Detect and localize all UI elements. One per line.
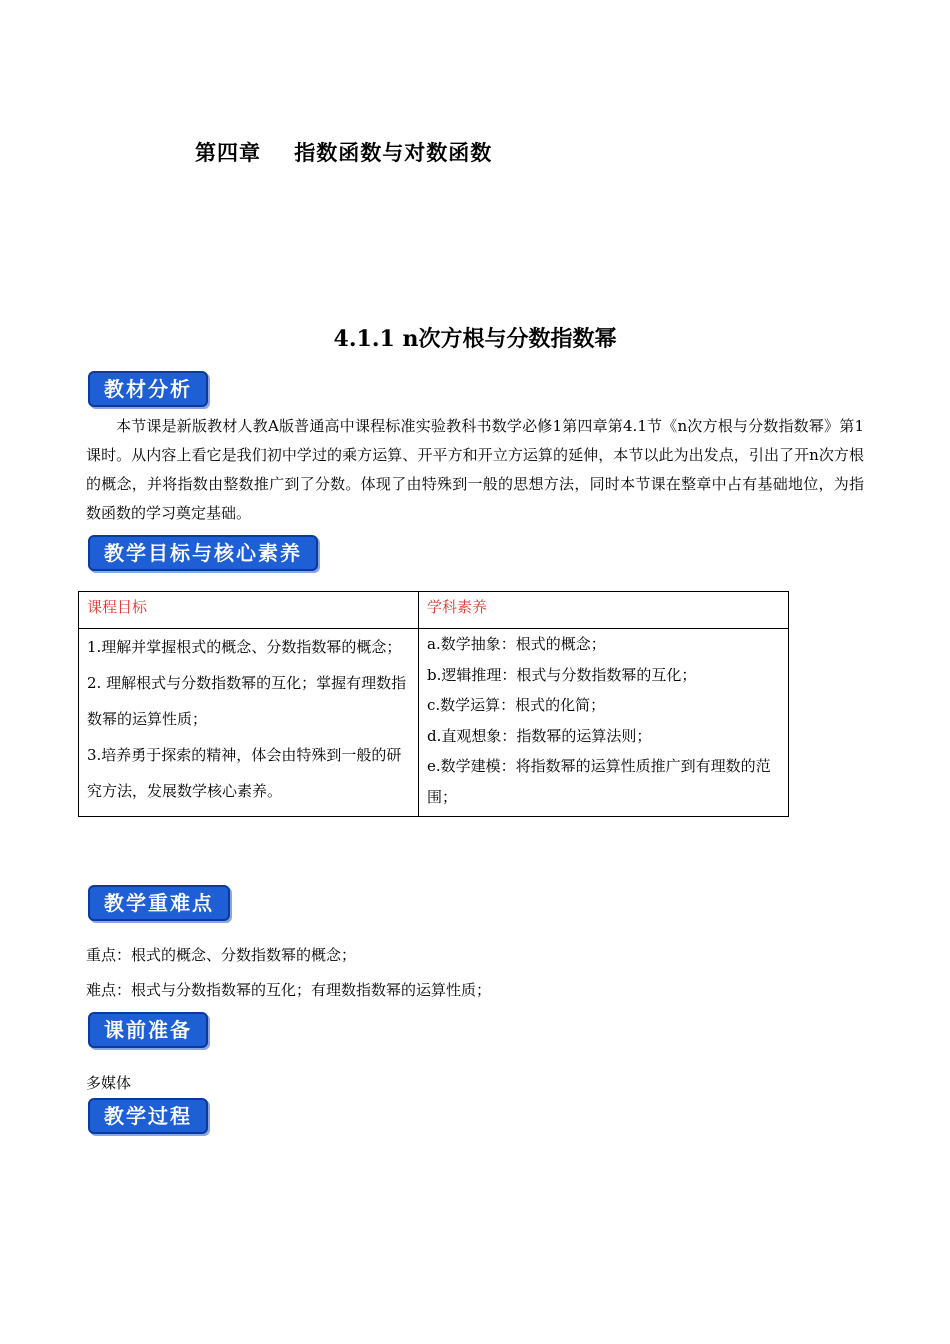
- literacy-item: b.逻辑推理：根式与分数指数幂的互化；: [427, 665, 697, 684]
- header-course-goals: 课程目标: [79, 592, 419, 629]
- key-point: 重点：根式的概念、分数指数幂的概念；: [86, 946, 357, 964]
- literacy-item: a.数学抽象：根式的概念；: [427, 635, 606, 653]
- goals-table: [78, 591, 789, 817]
- goal-item: 3.培养勇于探索的精神，体会由特殊到一般的研究方法，发展数学核心素养。: [87, 746, 402, 800]
- badge-goals-literacy: 教学目标与核心素养: [88, 535, 318, 571]
- header-subject-literacy: 学科素养: [419, 592, 789, 629]
- section-title: 4.1.1 n次方根与分数指数幂: [333, 326, 617, 352]
- preparation-text: 多媒体: [86, 1074, 132, 1092]
- material-analysis-text: 本节课是新版教材人教A版普通高中课程标准实验教科书数学必修1第四章第4.1节《n次方根与分数指数幂》第1课时。从内容上看它是我们初中学过的乘方运算、开平方和开立方运算的延伸，本节以此为出发点，引出了开n次方根的概念，并将指数由整数推广到了分数。体现了由特殊到一般的思想方法，同时本节课在整章中占有基础地位，为指数函数的学习奠定基础。: [86, 417, 864, 522]
- literacy-item: c.数学运算：根式的化简；: [427, 696, 606, 714]
- literacy-cell: [419, 629, 789, 817]
- chapter-title: 第四章 指数函数与对数函数: [195, 140, 493, 165]
- badge-process: 教学过程: [88, 1098, 208, 1134]
- goal-item: 1.理解并掌握根式的概念、分数指数幂的概念；: [87, 638, 402, 656]
- table-header-row: [79, 592, 789, 629]
- table-body-row: [79, 629, 789, 817]
- material-analysis-paragraph: [86, 412, 864, 528]
- badge-key-difficult: 教学重难点: [88, 885, 230, 921]
- goal-item: 2. 理解根式与分数指数幂的互化；掌握有理数指数幂的运算性质；: [87, 674, 407, 728]
- literacy-item: e.数学建模：将指数幂的运算性质推广到有理数的范围；: [427, 757, 771, 806]
- difficult-point: 难点：根式与分数指数幂的互化；有理数指数幂的运算性质；: [86, 981, 492, 999]
- goals-cell: [79, 629, 419, 817]
- badge-preparation: 课前准备: [88, 1012, 208, 1048]
- literacy-item: d.直观想象：指数幂的运算法则；: [427, 726, 652, 745]
- badge-material-analysis: 教材分析: [88, 371, 208, 407]
